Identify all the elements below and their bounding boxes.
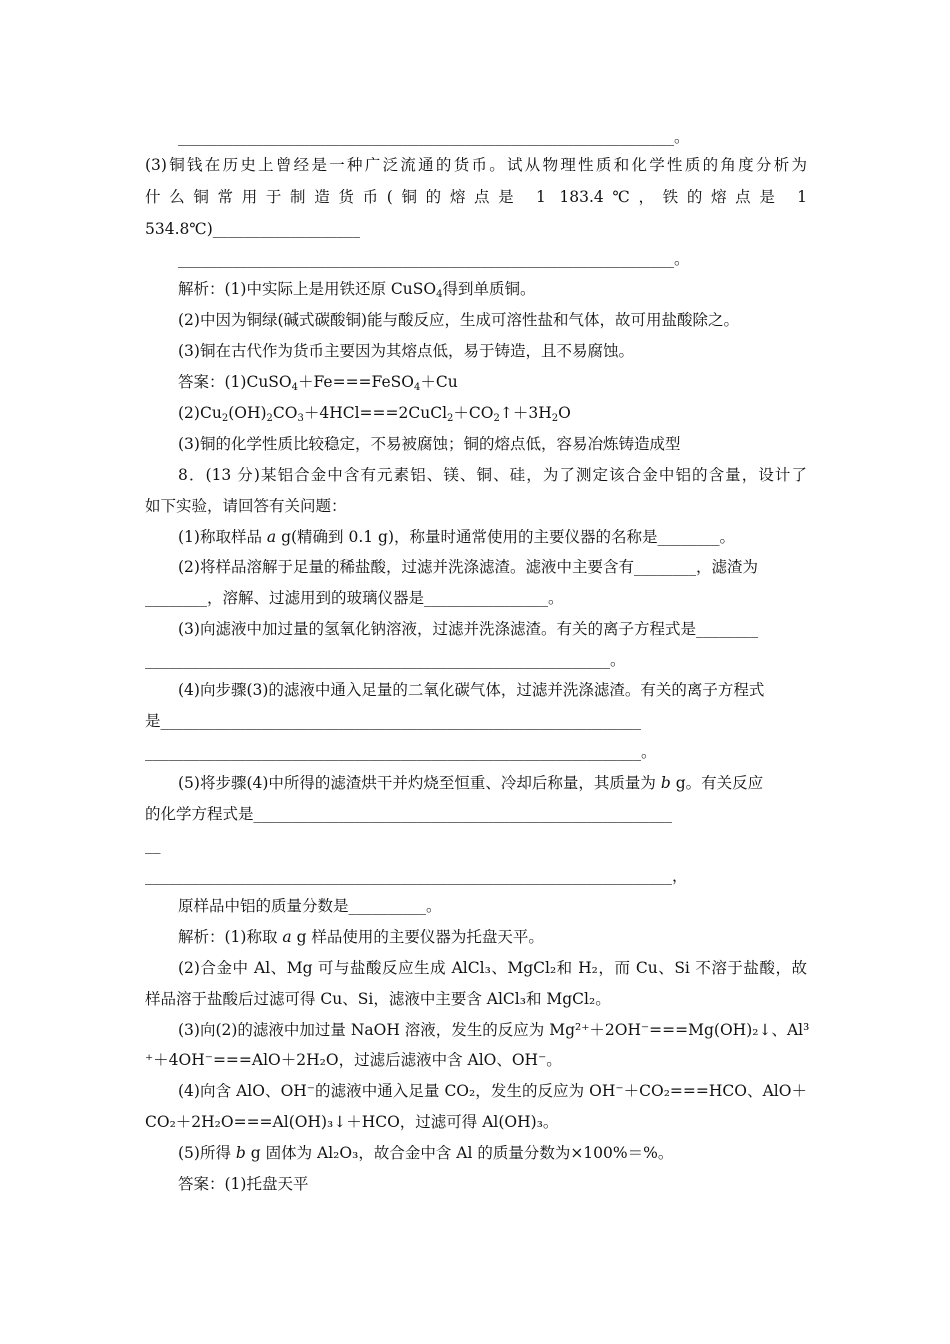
answer-2: $(2)Cu_2(OH)_2CO_3+4HCl===2CuCl_2+CO_2↑+3H_2O$ — [178, 404, 571, 424]
answer-blank-line: ________________________________________________________________。 — [178, 250, 690, 268]
analysis-2: (2)中因为铜绿(碱式碳酸铜)能与酸反应，生成可溶性盐和气体，故可用盐酸除之。 — [178, 311, 740, 329]
analysis-8-2: (2)合金中 Al、Mg 可与盐酸反应生成 AlCl₃、MgCl₂和 H₂，而 Cu、Si 不溶于盐酸，故 — [178, 959, 807, 977]
answer-blank-line: ____________________________________________________________。 — [145, 651, 626, 669]
question-8-text-cont: 如下实验，请回答有关问题： — [145, 497, 347, 515]
answer-blank-line: ____________________________________________________________________， — [145, 867, 688, 885]
answer-blank-line: ________________________________________________________________。 — [145, 743, 657, 761]
question-8-3: (3)向滤液中加过量的氢氧化钠溶液，过滤并洗涤滤渣。有关的离子方程式是________ — [178, 620, 758, 638]
question-8-5: (5)将步骤(4)中所得的滤渣烘干并灼烧至恒重、冷却后称量，其质量为 b g。有关反应 — [178, 774, 764, 792]
answer-8-1: 答案：(1)托盘天平 — [178, 1175, 309, 1193]
analysis-8-3: (3)向(2)的滤液中加过量 NaOH 溶液，发生的反应为 Mg²⁺＋2OH⁻===Mg(OH)₂↓、Al³ — [178, 1021, 810, 1039]
question-8-1: (1)称取样品 a g(精确到 0.1 g)，称量时通常使用的主要仪器的名称是________。 — [178, 528, 736, 546]
question-8-2-cont: ________，溶解、过滤用到的玻璃仪器是________________。 — [145, 589, 564, 607]
question-3-text-cont: 什么铜常用于制造货币(铜的熔点是 1 183.4℃，铁的熔点是 1 — [145, 188, 807, 206]
question-3-text: (3)铜钱在历史上曾经是一种广泛流通的货币。试从物理性质和化学性质的角度分析为 — [145, 156, 807, 174]
question-8-5-cont: 的化学方程式是______________________________________________________ — [145, 805, 673, 823]
analysis-8-3-cont: ⁺＋4OH⁻===AlO＋2H₂O，过滤后滤液中含 AlO、OH⁻。 — [145, 1051, 562, 1069]
question-8-4-cont: 是______________________________________________________________ — [145, 712, 642, 730]
analysis-8-5: (5)所得 b g 固体为 Al₂O₃，故合金中含 Al 的质量分数为×100%＝%。 — [178, 1144, 674, 1162]
analysis-1: 解析：(1)中实际上是用铁还原 CuSO$_4$得到单质铜。 — [178, 280, 536, 300]
question-8-4: (4)向步骤(3)的滤液中通入足量的二氧化碳气体，过滤并洗涤滤渣。有关的离子方程式 — [178, 681, 765, 699]
answer-1: 答案：(1)CuSO$_4$＋Fe===FeSO$_4$＋Cu — [178, 373, 458, 393]
question-8-text: 8．(13 分)某铝合金中含有元素铝、镁、铜、硅，为了测定该合金中铝的含量，设计了 — [178, 466, 807, 484]
analysis-3: (3)铜在古代作为货币主要因为其熔点低，易于铸造，且不易腐蚀。 — [178, 342, 634, 360]
analysis-8-1: 解析：(1)称取 a g 样品使用的主要仪器为托盘天平。 — [178, 928, 544, 946]
question-8-5-end: 原样品中铝的质量分数是__________。 — [178, 897, 442, 915]
answer-3: (3)铜的化学性质比较稳定，不易被腐蚀；铜的熔点低，容易冶炼铸造成型 — [178, 435, 681, 453]
answer-blank-line: __ — [145, 836, 161, 854]
analysis-8-4-cont: CO₂＋2H₂O===Al(OH)₃↓＋HCO，过滤可得 Al(OH)₃。 — [145, 1113, 559, 1131]
question-3-text-end: 534.8℃)___________________ — [145, 220, 361, 238]
analysis-8-2-cont: 样品溶于盐酸后过滤可得 Cu、Si，滤液中主要含 AlCl₃和 MgCl₂。 — [145, 990, 611, 1008]
question-8-2: (2)将样品溶解于足量的稀盐酸，过滤并洗涤滤渣。滤液中主要含有________，滤渣为 — [178, 558, 758, 576]
analysis-8-4: (4)向含 AlO、OH⁻的滤液中通入足量 CO₂，发生的反应为 OH⁻＋CO₂===HCO、AlO＋ — [178, 1082, 807, 1100]
answer-blank-line: ________________________________________________________________。 — [178, 128, 690, 146]
